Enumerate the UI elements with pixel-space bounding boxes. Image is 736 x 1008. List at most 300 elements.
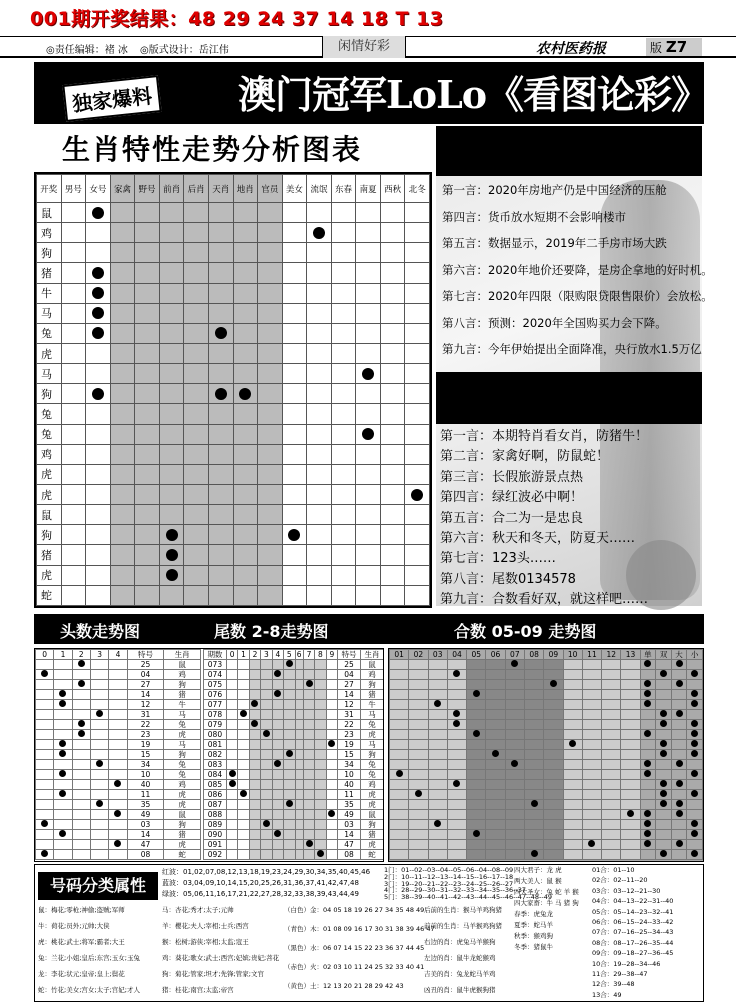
tail-cell xyxy=(303,830,314,840)
sum-cell xyxy=(486,690,505,700)
trend-row xyxy=(36,730,201,740)
grid-cell xyxy=(159,444,184,464)
grid-cell xyxy=(405,585,430,605)
grid-header-cell: 野号 xyxy=(135,175,160,203)
sum-cell xyxy=(428,750,447,760)
grid-cell xyxy=(110,223,135,243)
saying-economy: 第一言：2020年房地产仍是中国经济的压舱 xyxy=(442,183,667,197)
editor-credit: ◎责任编辑：褚 冰 xyxy=(46,45,128,56)
period: 083 xyxy=(204,760,227,770)
sum-cell xyxy=(621,770,640,780)
tail-cell xyxy=(249,730,260,740)
period: 079 xyxy=(204,720,227,730)
trend-dot xyxy=(59,740,66,747)
head-cell xyxy=(90,810,108,820)
saying-tip: 第九言：合数看好双，就这样吧…… xyxy=(440,592,649,608)
grid-cell xyxy=(86,203,111,223)
sum-groups: 07合：07--16--25--34--43 xyxy=(592,928,674,937)
sum-cell xyxy=(563,770,582,780)
zodiac-traits: 鸡：葵花;歌女;武士;西宫;妃嫔;贵妃;菩花 xyxy=(162,954,280,962)
sum-cell xyxy=(582,680,601,690)
sum-cell xyxy=(524,750,543,760)
trend-dot xyxy=(676,660,683,667)
tail-cell xyxy=(303,760,314,770)
special-number: 25 xyxy=(338,660,361,670)
trend-dot xyxy=(676,810,683,817)
grid-header-cell: 流氓 xyxy=(307,175,332,203)
tail-cell xyxy=(261,760,272,770)
grid-cell xyxy=(380,585,405,605)
head-cell xyxy=(36,690,54,700)
sum-cell xyxy=(582,740,601,750)
grid-cell xyxy=(61,464,86,484)
tail-cell xyxy=(315,770,326,780)
attr-cell xyxy=(656,660,672,670)
grid-cell xyxy=(61,484,86,504)
trend-dot xyxy=(691,820,698,827)
grid-cell xyxy=(331,343,356,363)
tail-cell xyxy=(303,690,314,700)
grid-row xyxy=(37,525,430,545)
tail-cell xyxy=(284,750,295,760)
zodiac: 蛇 xyxy=(164,850,201,860)
zodiac-trait-grid xyxy=(34,172,432,608)
trend-header-cell: 2 xyxy=(72,650,90,660)
sum-groups: 13合：49 xyxy=(592,990,622,999)
section-label: 闲情好彩 xyxy=(322,36,406,58)
gate-groups: 3门：19--20--21--22--23--24--25--26--27 xyxy=(384,879,514,888)
tail-cell xyxy=(303,720,314,730)
head-cell xyxy=(90,710,108,720)
head-cell xyxy=(109,700,127,710)
grid-cell xyxy=(405,203,430,223)
head-cell xyxy=(90,690,108,700)
grid-cell xyxy=(356,585,381,605)
tail-cell xyxy=(326,710,337,720)
grid-cell xyxy=(208,323,233,343)
tail-cell xyxy=(261,750,272,760)
attr-cell xyxy=(656,770,672,780)
grid-cell xyxy=(61,243,86,263)
head-cell xyxy=(72,820,90,830)
head-cell xyxy=(54,800,72,810)
grid-cell xyxy=(86,283,111,303)
trend-dot xyxy=(660,670,667,677)
attr-cell xyxy=(687,710,703,720)
trend-dot xyxy=(691,720,698,727)
grid-cell xyxy=(110,384,135,404)
grid-dot xyxy=(166,529,178,541)
head-cell xyxy=(72,760,90,770)
trend-row xyxy=(390,680,703,690)
sum-cell xyxy=(390,820,409,830)
grid-cell xyxy=(405,565,430,585)
grid-cell xyxy=(208,444,233,464)
tail-cell xyxy=(295,830,303,840)
trend-dot xyxy=(59,690,66,697)
sum-cell xyxy=(447,670,466,680)
head-cell xyxy=(54,840,72,850)
trend-header-cell: 04 xyxy=(447,650,466,660)
sum-cell xyxy=(428,700,447,710)
saying-tip: 第二言：家禽好啊，防鼠蛇！ xyxy=(440,449,610,465)
sum-cell xyxy=(582,780,601,790)
tail-cell xyxy=(272,700,283,710)
attr-cell xyxy=(640,670,656,680)
sum-cell xyxy=(447,770,466,780)
trend-dot xyxy=(328,810,335,817)
sum-cell xyxy=(467,720,486,730)
trend-row xyxy=(204,670,384,680)
trend-dot xyxy=(251,720,258,727)
grid-cell xyxy=(380,525,405,545)
zodiac-groups: 左边的肖：鼠牛龙蛇猴鸡 xyxy=(424,954,496,962)
grid-dot xyxy=(215,327,227,339)
tail-cell xyxy=(238,670,249,680)
trend-header-cell: 05 xyxy=(467,650,486,660)
zodiac-traits: 牛：荷花;员外;元帅;大侠 xyxy=(38,922,110,930)
grid-cell xyxy=(233,525,258,545)
special-number: 47 xyxy=(338,840,361,850)
grid-cell xyxy=(159,404,184,424)
sum-cell xyxy=(409,790,428,800)
grid-dot xyxy=(92,327,104,339)
grid-dot xyxy=(362,428,374,440)
grid-cell xyxy=(307,585,332,605)
trend-dot xyxy=(473,690,480,697)
sum-cell xyxy=(563,790,582,800)
attr-cell xyxy=(671,850,687,860)
trend-dot xyxy=(453,710,460,717)
tail-cell xyxy=(226,660,237,670)
sum-cell xyxy=(428,730,447,740)
zodiac: 兔 xyxy=(164,760,201,770)
trend-dot xyxy=(59,750,66,757)
tail-cell xyxy=(295,750,303,760)
special-number: 31 xyxy=(338,710,361,720)
trend-row xyxy=(204,740,384,750)
tail-cell xyxy=(238,760,249,770)
trend-row xyxy=(204,690,384,700)
grid-cell xyxy=(258,565,283,585)
grid-dot xyxy=(166,569,178,581)
sum-cell xyxy=(428,840,447,850)
grid-cell xyxy=(61,444,86,464)
tail-cell xyxy=(295,670,303,680)
tail-cell xyxy=(326,820,337,830)
special-number: 31 xyxy=(127,710,164,720)
tail-cell xyxy=(238,810,249,820)
sum-cell xyxy=(524,710,543,720)
tail-cell xyxy=(303,670,314,680)
top-bar xyxy=(0,0,736,30)
head-cell xyxy=(36,700,54,710)
head-cell xyxy=(90,660,108,670)
tail-cell xyxy=(326,680,337,690)
tail-cell xyxy=(326,740,337,750)
sum-cell xyxy=(563,690,582,700)
grid-cell xyxy=(282,283,307,303)
sum-cell xyxy=(505,660,524,670)
grid-cell xyxy=(233,223,258,243)
special-number: 49 xyxy=(338,810,361,820)
grid-cell xyxy=(86,364,111,384)
grid-header-cell: 开奖 xyxy=(37,175,62,203)
tail-cell xyxy=(226,830,237,840)
sum-cell xyxy=(409,680,428,690)
head-cell xyxy=(90,730,108,740)
sum-cell xyxy=(505,670,524,680)
grid-cell xyxy=(307,505,332,525)
grid-zodiac-cell: 马 xyxy=(37,364,62,384)
sum-cell xyxy=(447,750,466,760)
zodiac: 狗 xyxy=(360,750,383,760)
trend-dot xyxy=(691,730,698,737)
sum-cell xyxy=(447,740,466,750)
sum-cell xyxy=(486,710,505,720)
tail-cell xyxy=(303,850,314,860)
grid-cell xyxy=(233,263,258,283)
attr-cell xyxy=(687,840,703,850)
trend-dot xyxy=(114,780,121,787)
attr-cell xyxy=(640,760,656,770)
attr-cell xyxy=(656,840,672,850)
tail-cell xyxy=(284,790,295,800)
grid-cell xyxy=(356,364,381,384)
grid-cell xyxy=(405,545,430,565)
sum-cell xyxy=(602,660,621,670)
trend-dot xyxy=(660,720,667,727)
trend-row xyxy=(204,750,384,760)
grid-dot xyxy=(92,207,104,219)
attr-cell xyxy=(640,680,656,690)
sum-cell xyxy=(486,680,505,690)
head-cell xyxy=(54,750,72,760)
sum-cell xyxy=(486,830,505,840)
trend-row xyxy=(390,660,703,670)
grid-cell xyxy=(282,243,307,263)
zodiac: 猪 xyxy=(360,690,383,700)
trend-row xyxy=(204,790,384,800)
special-number: 03 xyxy=(127,820,164,830)
trend-dot xyxy=(660,740,667,747)
grid-cell xyxy=(110,525,135,545)
period: 080 xyxy=(204,730,227,740)
sum-cell xyxy=(621,760,640,770)
sum-cell xyxy=(602,850,621,860)
grid-cell xyxy=(135,323,160,343)
trend-dot xyxy=(114,840,121,847)
tail-cell xyxy=(295,760,303,770)
attr-cell xyxy=(640,720,656,730)
zodiac-traits: 马：杏花;秀才;太子;元帅 xyxy=(162,906,234,914)
sum-cell xyxy=(544,740,563,750)
attr-cell xyxy=(687,680,703,690)
sum-cell xyxy=(409,660,428,670)
sum-cell xyxy=(582,850,601,860)
attr-cell xyxy=(640,780,656,790)
trend-row xyxy=(390,850,703,860)
special-number: 12 xyxy=(127,700,164,710)
grid-cell xyxy=(331,424,356,444)
tail-cell xyxy=(238,840,249,850)
sum-cell xyxy=(428,780,447,790)
grid-cell xyxy=(307,364,332,384)
trend-row xyxy=(36,660,201,670)
tail-cell xyxy=(315,750,326,760)
attr-cell xyxy=(671,660,687,670)
tail-cell xyxy=(249,820,260,830)
page-label: 版 xyxy=(650,41,663,55)
sum-cell xyxy=(486,660,505,670)
grid-cell xyxy=(110,283,135,303)
grid-cell xyxy=(135,203,160,223)
grid-cell xyxy=(331,525,356,545)
grid-cell xyxy=(61,505,86,525)
head-cell xyxy=(36,720,54,730)
trend-header-cell: 03 xyxy=(428,650,447,660)
special-number: 14 xyxy=(127,690,164,700)
sum-cell xyxy=(544,810,563,820)
tail-cell xyxy=(249,660,260,670)
grid-cell xyxy=(331,263,356,283)
head-cell xyxy=(72,800,90,810)
trend-row xyxy=(390,690,703,700)
page-no: Z7 xyxy=(665,38,688,56)
sum-cell xyxy=(602,670,621,680)
tail-cell xyxy=(261,730,272,740)
grid-cell xyxy=(282,484,307,504)
head-cell xyxy=(72,680,90,690)
grid-cell xyxy=(208,343,233,363)
grid-cell xyxy=(110,343,135,363)
sum-cell xyxy=(390,730,409,740)
sum-cell xyxy=(390,830,409,840)
trend-dot xyxy=(676,710,683,717)
grid-cell xyxy=(307,464,332,484)
trend-dot xyxy=(59,790,66,797)
head-cell xyxy=(54,680,72,690)
head-cell xyxy=(72,730,90,740)
head-cell xyxy=(90,830,108,840)
zodiac-traits: 猪：桂花;南宫;太监;帝宫 xyxy=(162,986,234,994)
grid-cell xyxy=(405,464,430,484)
sum-cell xyxy=(602,740,621,750)
tail-cell xyxy=(303,700,314,710)
tail-cell xyxy=(284,760,295,770)
trend-dot xyxy=(691,850,698,857)
grid-zodiac-cell: 猪 xyxy=(37,545,62,565)
grid-cell xyxy=(159,384,184,404)
grid-cell xyxy=(380,384,405,404)
sum-cell xyxy=(447,660,466,670)
trend-dot xyxy=(453,670,460,677)
period: 090 xyxy=(204,830,227,840)
sum-cell xyxy=(621,840,640,850)
sum-cell xyxy=(582,840,601,850)
grid-cell xyxy=(405,303,430,323)
tail-cell xyxy=(226,840,237,850)
grid-zodiac-cell: 鼠 xyxy=(37,203,62,223)
grid-cell xyxy=(184,384,209,404)
tail-cell xyxy=(295,780,303,790)
grid-cell xyxy=(282,565,307,585)
tail-cell xyxy=(315,690,326,700)
trend-row xyxy=(204,810,384,820)
sum-cell xyxy=(544,780,563,790)
zodiac: 兔 xyxy=(360,770,383,780)
trend-row xyxy=(36,820,201,830)
head-cell xyxy=(90,790,108,800)
grid-dot xyxy=(166,549,178,561)
grid-dot xyxy=(215,388,227,400)
grid-cell xyxy=(233,323,258,343)
attr-cell xyxy=(687,660,703,670)
sum-cell xyxy=(447,810,466,820)
zodiac: 虎 xyxy=(164,730,201,740)
trend-row xyxy=(204,760,384,770)
grid-cell xyxy=(61,303,86,323)
trend-dot xyxy=(415,790,422,797)
sum-cell xyxy=(621,800,640,810)
grid-zodiac-cell: 虎 xyxy=(37,565,62,585)
attr-cell xyxy=(656,740,672,750)
sum-cell xyxy=(621,700,640,710)
sum-groups: 02合：02--11--20 xyxy=(592,876,648,885)
gate-groups: 1门：01--02--03--04--05--06--04--08--09 xyxy=(384,866,514,874)
grid-cell xyxy=(233,283,258,303)
trend-header-bar xyxy=(34,614,704,644)
grid-header-cell: 南夏 xyxy=(356,175,381,203)
grid-cell xyxy=(405,525,430,545)
grid-cell xyxy=(233,364,258,384)
tail-cell xyxy=(284,700,295,710)
tail-cell xyxy=(326,730,337,740)
sum-cell xyxy=(447,680,466,690)
trend-row xyxy=(390,780,703,790)
grid-cell xyxy=(86,525,111,545)
tail-cell xyxy=(261,710,272,720)
sum-cell xyxy=(602,720,621,730)
grid-cell xyxy=(110,505,135,525)
sum-cell xyxy=(486,810,505,820)
trend-dot xyxy=(306,680,313,687)
tail-cell xyxy=(226,690,237,700)
trend-dot xyxy=(691,750,698,757)
special-number: 15 xyxy=(127,750,164,760)
tail-cell xyxy=(315,790,326,800)
head-cell xyxy=(72,840,90,850)
banner-title: 澳门冠军LoLo《看图论彩》 xyxy=(238,72,709,117)
special-number: 25 xyxy=(127,660,164,670)
grid-cell xyxy=(135,223,160,243)
trend-dot xyxy=(41,850,48,857)
grid-cell xyxy=(282,364,307,384)
sum-groups: 11合：29--38--47 xyxy=(592,970,648,978)
attr-cell xyxy=(656,670,672,680)
attr-cell xyxy=(671,700,687,710)
head-cell xyxy=(36,660,54,670)
grid-cell xyxy=(135,525,160,545)
tail-cell xyxy=(238,690,249,700)
head-cell xyxy=(36,830,54,840)
zodiac: 虎 xyxy=(164,800,201,810)
period: 081 xyxy=(204,740,227,750)
sum-cell xyxy=(544,750,563,760)
grid-zodiac-cell: 虎 xyxy=(37,464,62,484)
grid-cell xyxy=(233,505,258,525)
tail-cell xyxy=(284,780,295,790)
